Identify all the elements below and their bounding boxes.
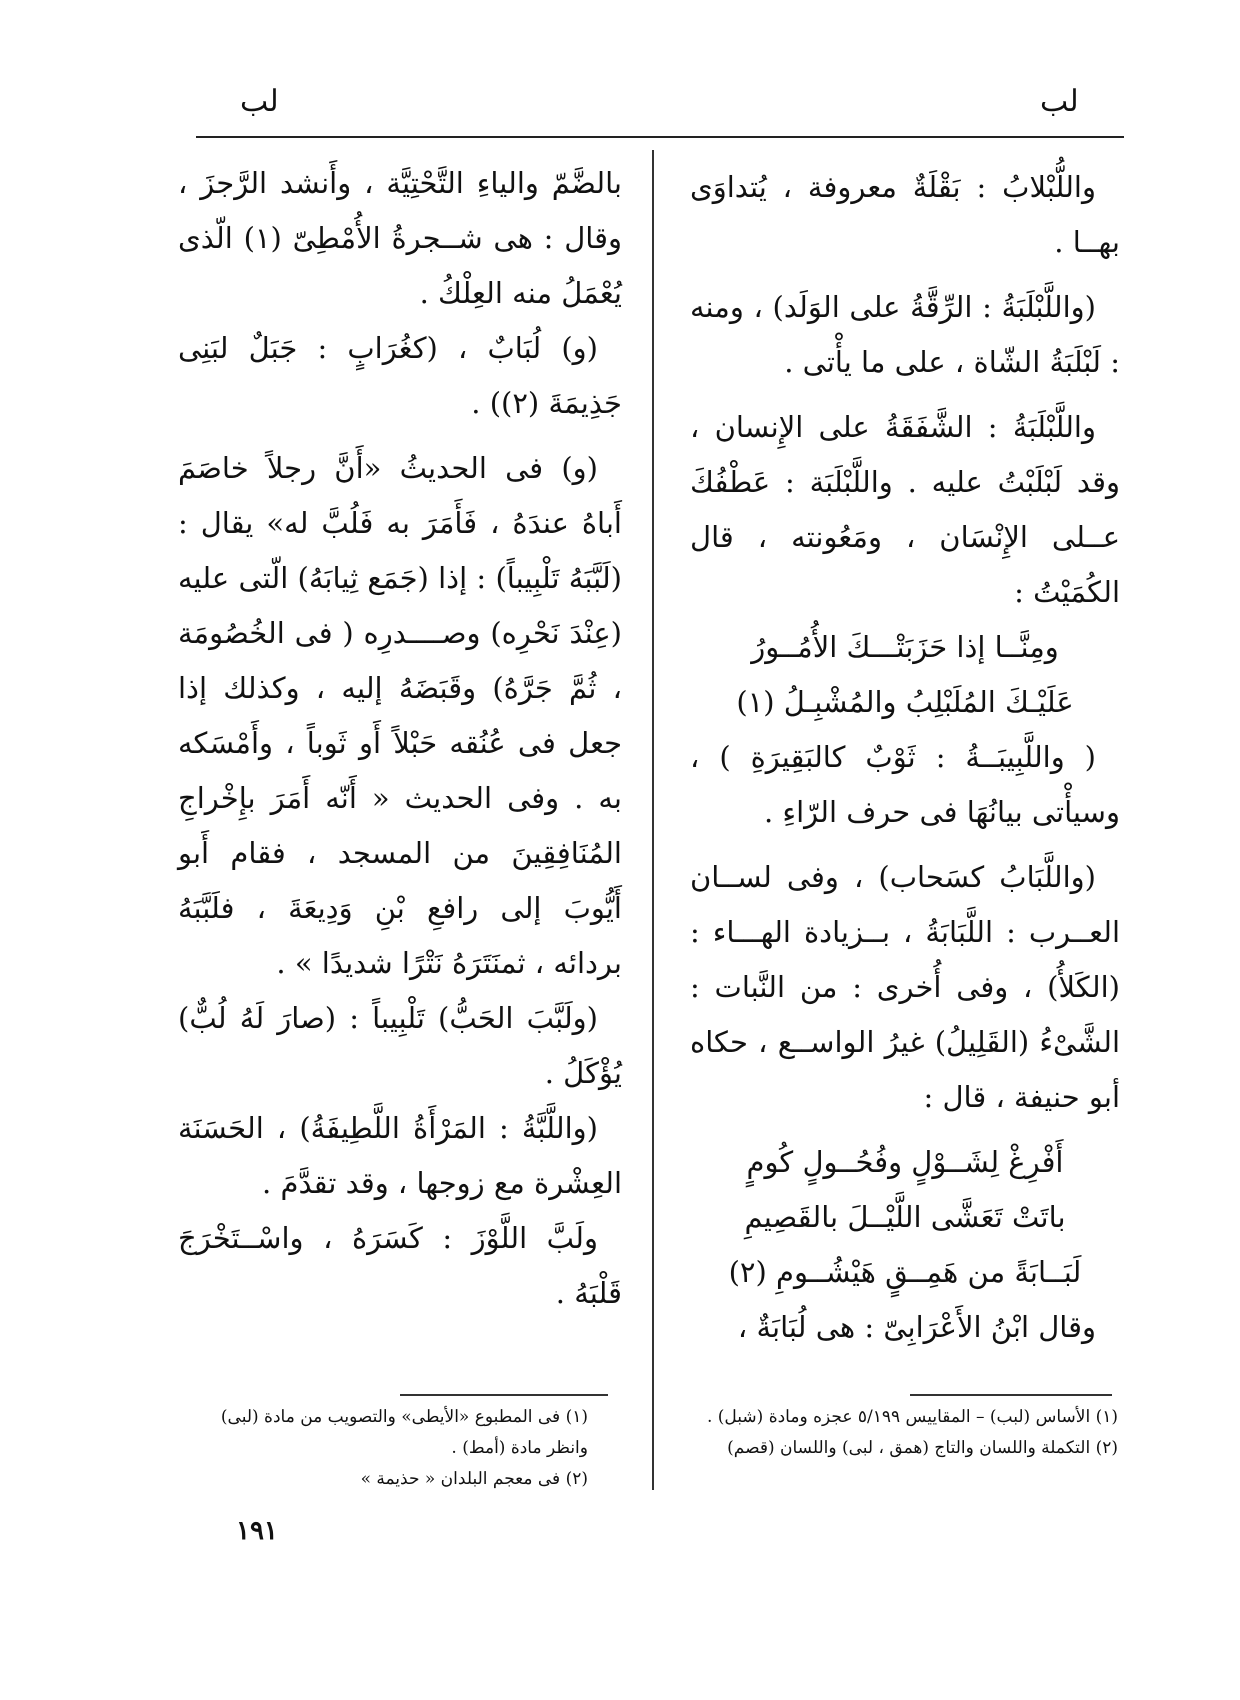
footnote: (١) فى المطبوع «الأيطى» والتصويب من مادة (لبى) وانظر مادة (أمط) . (220, 1407, 588, 1458)
running-head-right: لب (1040, 84, 1079, 119)
entry-paragraph: واللَّبْلَبَةُ : الشَّفَقَةُ على الإِنسان ، وقد لَبْلَبْتُ عليه . واللَّبْلَبَة : عَطْفُكَ عــلى الإِنْسَان ، ومَعُونته ، قال الكُمَيْتُ : (690, 410, 1120, 609)
verse-line: باتَتْ تَعَشَّى اللَّيْــلَ بالقَصِيمِ (744, 1200, 1066, 1234)
footnotes-right (690, 1402, 1118, 1464)
entry-paragraph: وقال ابْنُ الأَعْرَابِىّ : هى لُبَابَةٌ ، (737, 1310, 1096, 1344)
verse-line: ومِنَّــا إذا حَزَبَتْـــكَ الأُمُــورُ (751, 630, 1059, 664)
footnote-rule-right (910, 1394, 1112, 1396)
footnote-rule-left (400, 1394, 608, 1396)
footnotes-left (178, 1402, 588, 1495)
entry-paragraph: ولَبَّ اللَّوْزَ : كَسَرَهُ ، واسْــتَخْرَجَ قَلْبَهُ . (178, 1221, 622, 1310)
column-divider (652, 150, 654, 1490)
verse-line: أَفْرِغْ لِشَــوْلٍ وفُحُــولٍ كُومٍ (746, 1145, 1064, 1179)
verse-line: عَلَيْـكَ المُلَبْلِبُ والمُشْبِـلُ (١) (736, 685, 1074, 719)
verse-line: لَبَــابَةً من هَمِــقٍ هَيْشُــومِ (٢) (728, 1255, 1082, 1289)
entry-paragraph: (واللَّبْلَبَةُ : الرِّقَّةُ على الوَلَد) ، ومنه : لَبْلَبَةُ الشّاة ، على ما يأْتى . (690, 290, 1120, 379)
running-head-left: لب (240, 84, 279, 119)
header-rule (196, 136, 1124, 138)
footnote: (٢) التكملة واللسان والتاج (همق ، لبى) واللسان (قصم) (727, 1438, 1118, 1458)
entry-paragraph: بالضَّمّ والياءِ التَّحْتِيَّة ، وأَنشد الرَّجزَ ، وقال : هى شــجرةُ الأُمْطِىّ (١) الّذى يُعْمَلُ منه العِلْكُ . (178, 166, 622, 310)
entry-paragraph: (واللَّبَابُ كسَحاب) ، وفى لســان العــرب : اللَّبَابَةُ ، بــزيادة الهـــاء : (الكَلأُ) ، وفى أُخرى : من النَّبات : الشَّىْءُ (القَلِيلُ) غيرُ الواســع ، حكاه أبو حنيفة ، قال : (690, 860, 1120, 1114)
entry-paragraph: واللُّبْلابُ : بَقْلَةٌ معروفة ، يُتداوَى بهــا . (690, 170, 1120, 259)
entry-paragraph: (واللَّبَّةُ : المَرْأَةُ اللَّطِيفَةُ) ، الحَسَنَة العِشْرة مع زوجها ، وقد تقدَّمَ . (178, 1111, 622, 1200)
footnote: (٢) فى معجم البلدان « حذيمة » (360, 1469, 588, 1489)
entry-paragraph: (ولَبَّبَ الحَبُّ) تَلْبِيباً : (صارَ لَهُ لُبٌّ) يُؤْكَلُ . (178, 1001, 622, 1090)
page-number: ١٩١ (236, 1516, 278, 1546)
footnote: (١) الأساس (لبب) – المقاييس ٥/١٩٩ عجزه ومادة (شبل) . (706, 1407, 1118, 1427)
entry-paragraph: (و) لُبَابٌ ، (كغُرَابٍ : جَبَلٌ لبَنِى جَذِيمَةَ (٢)) . (178, 331, 622, 420)
left-column (178, 156, 622, 1321)
right-column (690, 160, 1120, 1355)
entry-paragraph: (و) فى الحديثُ «أَنَّ رجلاً خاصَمَ أَباهُ عندَهُ ، فَأَمَرَ به فَلُبَّ له» يقال : (لَبَّبَهُ تَلْبِيباً) : إذا (جَمَع ثِيابَهُ) الّتى عليه (عِنْدَ نَحْرِه) وصــــدرِه ( فى الخُصُومَة ، ثُمَّ جَرَّهُ) وقَبَضَهُ إليه ، وكذلك إذا جعل فى عُنُقه حَبْلاً أَو ثَوباً ، وأَمْسَكه به . وفى الحديث « أَنّه أَمَرَ بإِخْراجِ المُنَافِقِينَ من المسجد ، فقام أَبو أَيُّوبَ إلى رافعِ بْنِ وَدِيعَةَ ، فلَبَّبَهُ بردائه ، ثمنَتَرَهُ نَتْرًا شديدًا » . (178, 451, 622, 980)
entry-paragraph: ( واللَّبِيبَــةُ : ثَوْبٌ كالبَقِيرَةِ ) ، وسيأْتى بيانُهَا فى حرف الرّاءِ . (690, 740, 1120, 829)
